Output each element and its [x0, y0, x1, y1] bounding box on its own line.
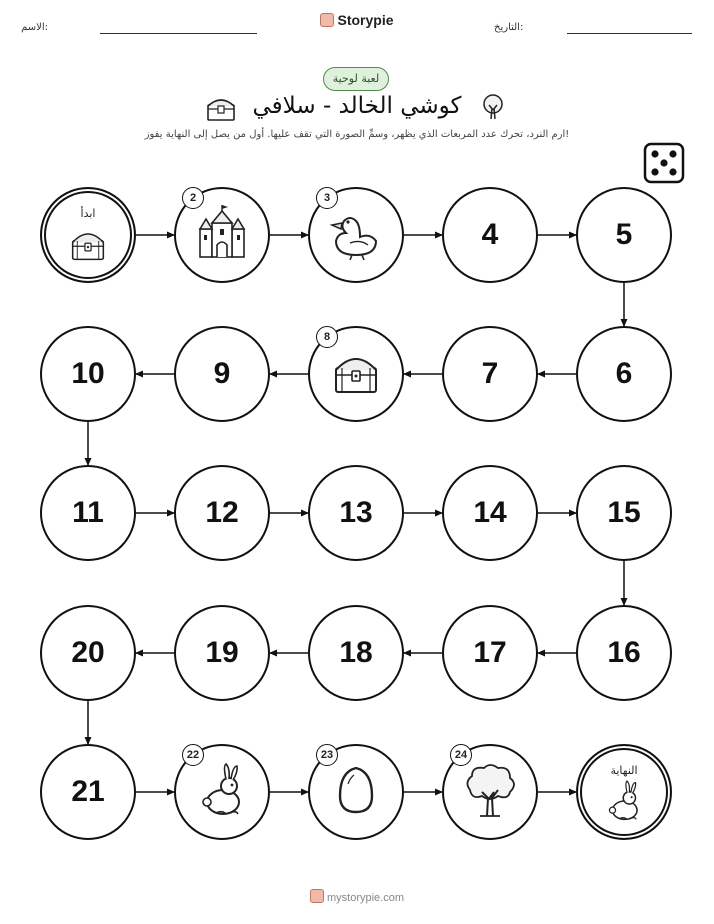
- square-number: 6: [615, 357, 633, 390]
- board-square-24: [442, 744, 538, 840]
- game-type-badge: لعبة لوحية: [323, 67, 389, 91]
- board-square-13: [308, 465, 404, 561]
- board-square-20: [40, 605, 136, 701]
- square-number-badge: 3: [316, 187, 338, 209]
- storypie-logo-icon: [310, 889, 324, 903]
- board-square-17: [442, 605, 538, 701]
- board-square-23: [308, 744, 404, 840]
- treasure-chest-icon: [65, 221, 111, 271]
- board-square-14: [442, 465, 538, 561]
- square-number: 17: [473, 636, 507, 669]
- board-square-2: [174, 187, 270, 283]
- board-square-10: [40, 326, 136, 422]
- board-square-19: [174, 605, 270, 701]
- name-label: الاسم:: [21, 22, 48, 33]
- square-number-badge: 8: [316, 326, 338, 348]
- board-square-11: [40, 465, 136, 561]
- square-number-badge: 2: [182, 187, 204, 209]
- square-number-badge: 23: [316, 744, 338, 766]
- board-square-21: [40, 744, 136, 840]
- square-number: 21: [71, 775, 105, 808]
- square-number: 18: [339, 636, 373, 669]
- footer-url[interactable]: mystorypie.com: [326, 892, 405, 904]
- square-number: 20: [71, 636, 105, 669]
- tree-icon: [460, 760, 520, 824]
- board-square-7: [442, 326, 538, 422]
- board-square-3: [308, 187, 404, 283]
- square-number: 5: [615, 218, 633, 251]
- board-square-6: [576, 326, 672, 422]
- start-label: ابدأ: [80, 207, 96, 220]
- board-square-8: [308, 326, 404, 422]
- end-square: [576, 744, 672, 840]
- rabbit-icon: [192, 760, 252, 824]
- board-square-9: [174, 326, 270, 422]
- square-number: 15: [607, 496, 641, 529]
- board-square-12: [174, 465, 270, 561]
- square-number-badge: 22: [182, 744, 204, 766]
- square-number: 10: [71, 357, 105, 390]
- rabbit-icon: [601, 778, 647, 828]
- square-number: 11: [72, 496, 104, 529]
- page-title: كوشي الخالد - سلافي: [252, 93, 462, 119]
- square-number: 4: [481, 218, 499, 251]
- treasure-chest-icon: [326, 342, 386, 406]
- board-square-22: [174, 744, 270, 840]
- board-square-18: [308, 605, 404, 701]
- board-square-5: [576, 187, 672, 283]
- egg-icon: [326, 760, 386, 824]
- square-number: 7: [481, 357, 499, 390]
- square-number-badge: 24: [450, 744, 472, 766]
- board-square-4: [442, 187, 538, 283]
- board-square-16: [576, 605, 672, 701]
- brand-name: Storypie: [337, 12, 394, 28]
- square-number: 16: [607, 636, 641, 669]
- square-number: 19: [205, 636, 239, 669]
- castle-icon: [192, 203, 252, 267]
- square-number: 12: [205, 496, 239, 529]
- date-label: التاريخ:: [494, 22, 524, 33]
- square-number: 14: [473, 496, 507, 529]
- footer: [0, 889, 714, 904]
- board-square-15: [576, 465, 672, 561]
- start-square: [40, 187, 136, 283]
- square-number: 13: [339, 496, 373, 529]
- instructions: ارم النرد، تحرك عدد المربعات الذي يظهر، وسمِّ الصورة التي تقف عليها. أول من يصل إلى النهاية يفوز!: [144, 129, 570, 140]
- square-number: 9: [213, 357, 231, 390]
- end-label: النهاية: [610, 764, 638, 777]
- duck-icon: [326, 203, 386, 267]
